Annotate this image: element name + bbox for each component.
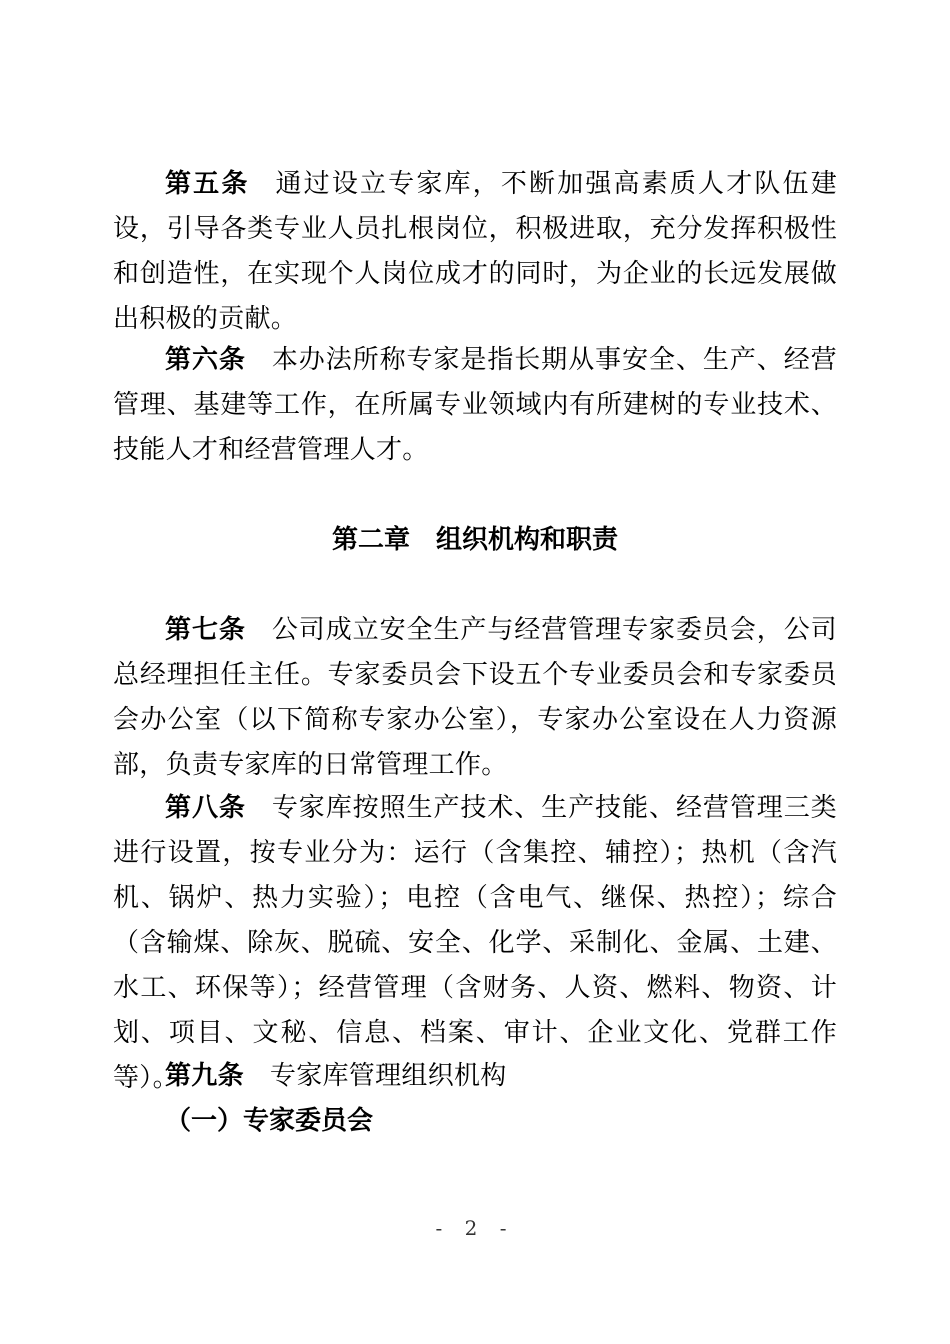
article-8-text: 专家库按照生产技术、生产技能、经营管理三类进行设置，按专业分为：运行（含集控、辅控）；热机（含汽机、锅炉、热力实验）；电控（含电气、继保、热控）；综合（含输煤、除灰、脱硫、安全、化学、采制化、金属、土建、水工、环保等）；经营管理（含财务、人资、燃料、物资、计划、项目、文秘、信息、档案、审计、企业文化、党群工作等）。 bbox=[113, 793, 837, 1093]
page-number: - 2 - bbox=[435, 1216, 515, 1240]
chapter-title: 组织机构和职责 bbox=[436, 525, 619, 555]
article-9-text: 专家库管理组织机构 bbox=[269, 1061, 507, 1091]
article-5 bbox=[113, 162, 837, 342]
article-6 bbox=[113, 338, 837, 473]
article-7-text: 公司成立安全生产与经营管理专家委员会，公司总经理担任主任。专家委员会下设五个专业委员会和专家委员会办公室（以下简称专家办公室），专家办公室设在人力资源部，负责专家库的日常管理工作。 bbox=[113, 615, 837, 780]
article-7 bbox=[113, 608, 837, 788]
article-9 bbox=[113, 1054, 837, 1099]
chapter-heading bbox=[113, 518, 837, 563]
article-6-text: 本办法所称专家是指长期从事安全、生产、经营管理、基建等工作，在所属专业领域内有所建树的专业技术、技能人才和经营管理人才。 bbox=[113, 345, 837, 465]
article-8-label: 第八条 bbox=[165, 793, 246, 823]
article-9-label: 第九条 bbox=[165, 1061, 244, 1091]
article-5-label: 第五条 bbox=[165, 169, 250, 199]
article-6-label: 第六条 bbox=[165, 345, 246, 375]
subheading-expert-committee: （一）专家委员会 bbox=[165, 1106, 374, 1136]
article-7-label: 第七条 bbox=[165, 615, 246, 645]
article-5-text: 通过设立专家库，不断加强高素质人才队伍建设，引导各类专业人员扎根岗位，积极进取，充分发挥积极性和创造性，在实现个人岗位成才的同时，为企业的长远发展做出积极的贡献。 bbox=[113, 169, 837, 334]
chapter-number: 第二章 bbox=[331, 525, 410, 555]
